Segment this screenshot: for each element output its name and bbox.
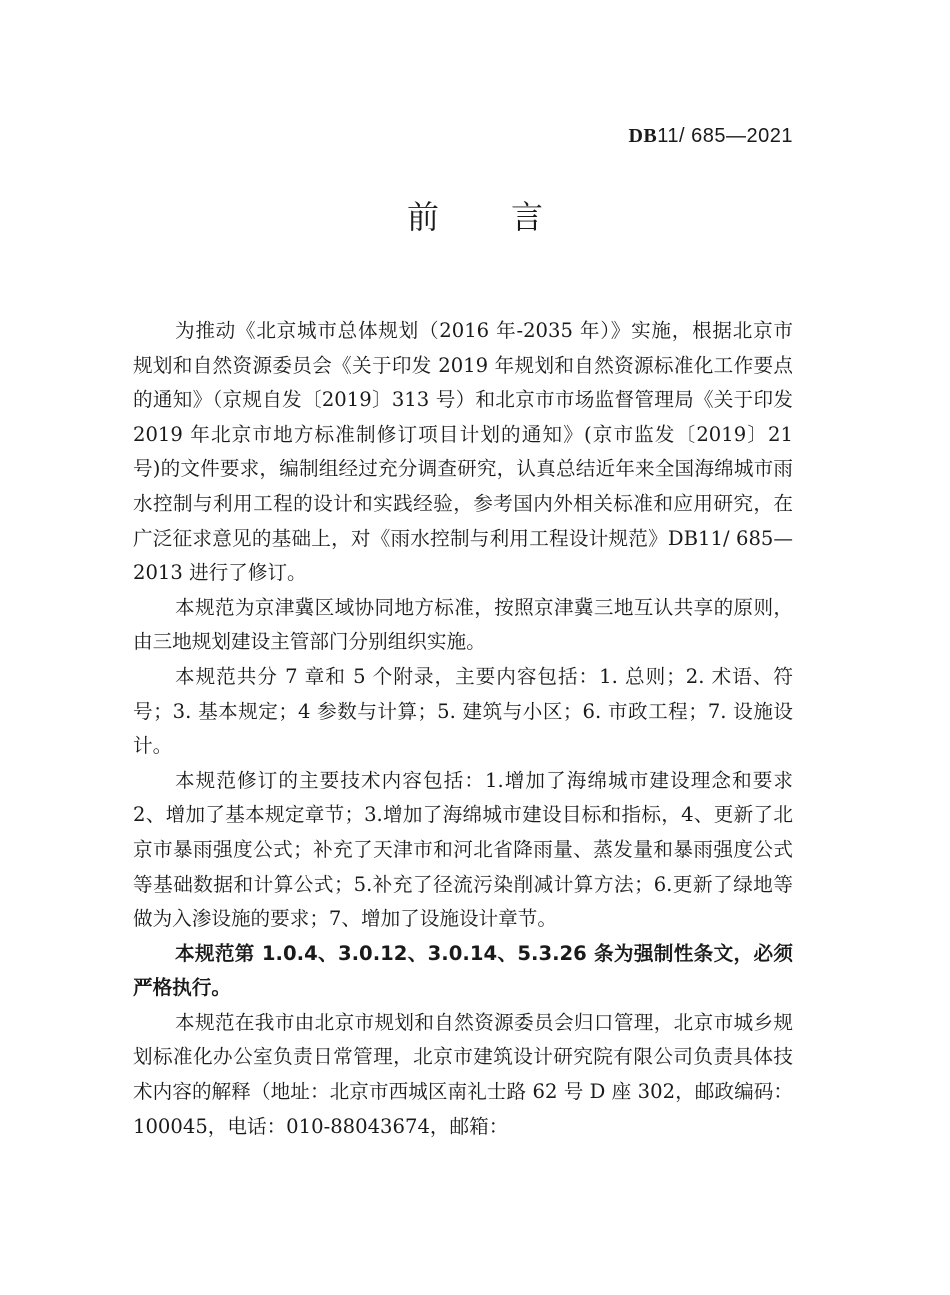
standard-code-number: 11/ 685—2021 <box>657 125 793 147</box>
paragraph-contents: 本规范共分 7 章和 5 个附录，主要内容包括：1. 总则；2. 术语、符号；3. 基本规定；4 参数与计算；5. 建筑与小区；6. 市政工程；7. 设施设计。 <box>133 664 793 758</box>
paragraph-administration: 本规范在我市由北京市规划和自然资源委员会归口管理，北京市城乡规划标准化办公室负责日常管理，北京市建筑设计研究院有限公司负责具体技术内容的解释（地址：北京市西城区南礼士路 62 号 D 座 302，邮政编码：100045，电话：010-88043674，邮箱： <box>133 1010 793 1138</box>
paragraph-background: 为推动《北京城市总体规划（2016 年-2035 年）》实施，根据北京市规划和自然资源委员会《关于印发 2019 年规划和自然资源标准化工作要点的通知》（京规自发〔2019〕313 号）和北京市市场监督管理局《关于印发 2019 年北京市地方标准制修订项目计划的通知》(京市监发〔2019〕21 号)的文件要求，编制组经过充分调查研究，认真总结近年来全国海绵城市雨水控制与利用工程的设计和实践经验，参考国内外相关标准和应用研究，在广泛征求意见的基础上，对《雨水控制与利用工程设计规范》DB11/ 685—2013 进行了修订。 <box>133 319 793 585</box>
paragraph-mandatory-clauses: 本规范第 1.0.4、3.0.12、3.0.14、5.3.26 条为强制性条文，必须严格执行。 <box>133 941 793 1000</box>
standard-code <box>628 125 793 148</box>
paragraph-regional-standard: 本规范为京津冀区域协同地方标准，按照京津冀三地互认共享的原则，由三地规划建设主管部门分别组织实施。 <box>133 595 793 654</box>
standard-code-prefix: DB <box>628 125 658 147</box>
preface-body <box>133 314 793 1144</box>
paragraph-revisions: 本规范修订的主要技术内容包括：1.增加了海绵城市建设理念和要求 2、增加了基本规定章节；3.增加了海绵城市建设目标和指标，4、更新了北京市暴雨强度公式；补充了天津市和河北省降雨量、蒸发量和暴雨强度公式等基础数据和计算公式；5.补充了径流污染削减计算方法；6.更新了绿地等做为入渗设施的要求；7、增加了设施设计章节。 <box>133 768 793 931</box>
page-title: 前言 <box>406 198 615 236</box>
